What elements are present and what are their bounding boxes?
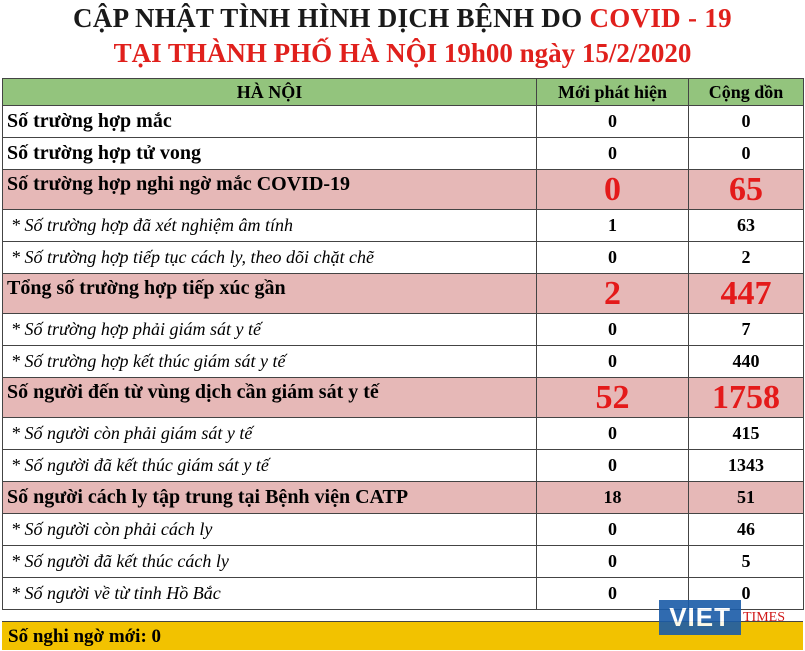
row-new-value: 0 xyxy=(537,138,689,170)
row-total-value: 0 xyxy=(689,578,804,610)
table-row xyxy=(3,514,804,546)
header-new: Mới phát hiện xyxy=(537,79,689,106)
title-prefix: CẬP NHẬT TÌNH HÌNH DỊCH BỆNH DO xyxy=(73,3,590,33)
row-label: Tổng số trường hợp tiếp xúc gần xyxy=(3,274,537,314)
row-label: Số trường hợp mắc xyxy=(3,106,537,138)
row-label: * Số trường hợp phải giám sát y tế xyxy=(3,314,537,346)
row-new-value: 1 xyxy=(537,210,689,242)
header-total: Cộng dồn xyxy=(689,79,804,106)
logo-times: TIMES xyxy=(743,609,785,625)
table-row xyxy=(3,170,804,210)
table-row xyxy=(3,210,804,242)
row-new-value: 18 xyxy=(537,482,689,514)
row-label: * Số người về từ tỉnh Hồ Bắc xyxy=(3,578,537,610)
row-total-value: 5 xyxy=(689,546,804,578)
table-row xyxy=(3,138,804,170)
header-region: HÀ NỘI xyxy=(3,79,537,106)
row-new-value: 2 xyxy=(537,274,689,314)
row-label: * Số trường hợp tiếp tục cách ly, theo dõi chặt chẽ xyxy=(3,242,537,274)
viettimes-logo xyxy=(659,600,785,635)
row-new-value: 0 xyxy=(537,346,689,378)
table-row xyxy=(3,274,804,314)
row-new-value: 0 xyxy=(537,578,689,610)
logo-viet: VIET xyxy=(659,600,741,635)
row-label: Số trường hợp nghi ngờ mắc COVID-19 xyxy=(3,170,537,210)
table-row xyxy=(3,378,804,418)
row-new-value: 0 xyxy=(537,314,689,346)
table-row xyxy=(3,450,804,482)
row-total-value: 0 xyxy=(689,106,804,138)
row-total-value: 1343 xyxy=(689,450,804,482)
row-total-value: 415 xyxy=(689,418,804,450)
row-total-value: 51 xyxy=(689,482,804,514)
row-label: Số người đến từ vùng dịch cần giám sát y tế xyxy=(3,378,537,418)
footer-bar: Số nghi ngờ mới: 0 xyxy=(2,621,803,650)
row-new-value: 0 xyxy=(537,450,689,482)
row-new-value: 0 xyxy=(537,170,689,210)
row-total-value: 63 xyxy=(689,210,804,242)
table-row xyxy=(3,242,804,274)
stats-table xyxy=(2,78,804,610)
row-total-value: 2 xyxy=(689,242,804,274)
row-new-value: 52 xyxy=(537,378,689,418)
row-label: * Số trường hợp kết thúc giám sát y tế xyxy=(3,346,537,378)
row-total-value: 46 xyxy=(689,514,804,546)
row-new-value: 0 xyxy=(537,546,689,578)
table-row xyxy=(3,482,804,514)
row-total-value: 65 xyxy=(689,170,804,210)
title-line-2: TẠI THÀNH PHỐ HÀ NỘI 19h00 ngày 15/2/2020 xyxy=(113,38,692,68)
title-line-1 xyxy=(0,3,805,34)
row-label: * Số người còn phải cách ly xyxy=(3,514,537,546)
table-row xyxy=(3,418,804,450)
row-label: * Số người đã kết thúc giám sát y tế xyxy=(3,450,537,482)
table-row xyxy=(3,106,804,138)
row-total-value: 7 xyxy=(689,314,804,346)
table-row xyxy=(3,314,804,346)
row-total-value: 1758 xyxy=(689,378,804,418)
table-header-row xyxy=(3,79,804,106)
row-total-value: 0 xyxy=(689,138,804,170)
row-label: Số người cách ly tập trung tại Bệnh viện CATP xyxy=(3,482,537,514)
row-total-value: 440 xyxy=(689,346,804,378)
row-total-value: 447 xyxy=(689,274,804,314)
row-new-value: 0 xyxy=(537,418,689,450)
row-label: * Số trường hợp đã xét nghiệm âm tính xyxy=(3,210,537,242)
title-highlight: COVID - 19 xyxy=(589,3,732,33)
row-new-value: 0 xyxy=(537,514,689,546)
row-new-value: 0 xyxy=(537,106,689,138)
row-label: * Số người còn phải giám sát y tế xyxy=(3,418,537,450)
row-label: Số trường hợp tử vong xyxy=(3,138,537,170)
row-new-value: 0 xyxy=(537,242,689,274)
table-row xyxy=(3,546,804,578)
row-label: * Số người đã kết thúc cách ly xyxy=(3,546,537,578)
table-row xyxy=(3,346,804,378)
